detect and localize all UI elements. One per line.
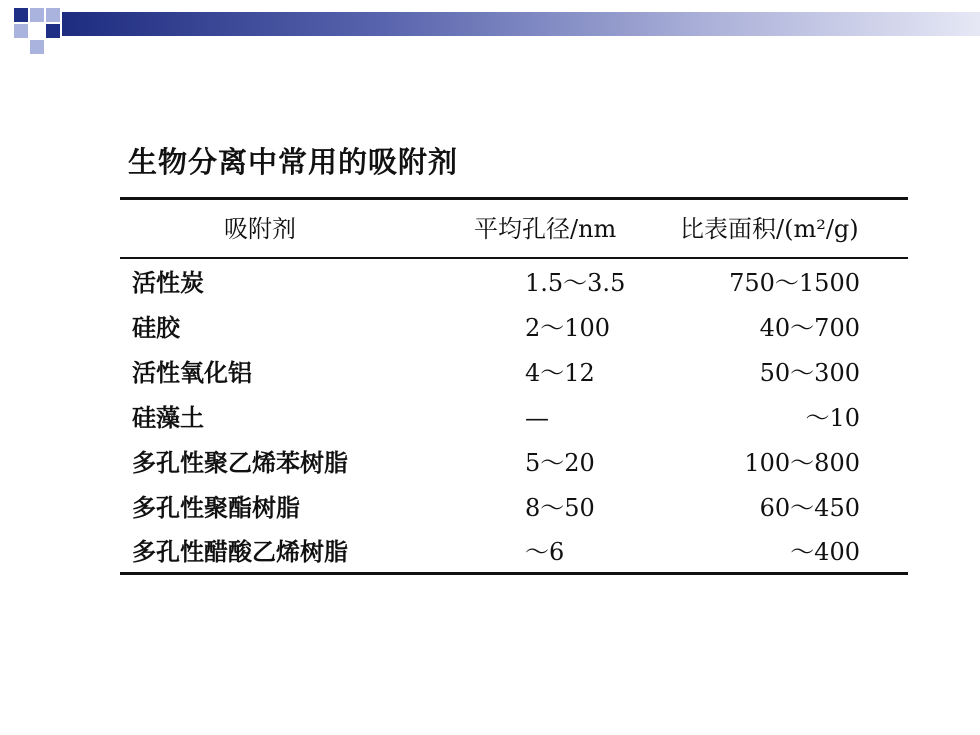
table-row: [120, 310, 908, 346]
table-header-row: [120, 208, 908, 250]
cell-pore-size: 4～12: [525, 359, 595, 387]
table-header-rule: [120, 257, 908, 259]
decor-square-icon: [30, 40, 44, 54]
header-adsorbent: 吸附剂: [224, 215, 296, 243]
cell-adsorbent: 多孔性聚乙烯苯树脂: [132, 449, 348, 477]
decor-square-icon: [46, 8, 60, 22]
cell-surface-area: 100～800: [744, 449, 860, 477]
table-row: [120, 355, 908, 391]
cell-pore-size: 8～50: [525, 494, 595, 522]
cell-surface-area: ～400: [790, 538, 860, 566]
header-surface-area: 比表面积/(m²/g): [680, 215, 859, 243]
table-row: [120, 265, 908, 301]
table-row: [120, 490, 908, 526]
decor-square-icon: [30, 8, 44, 22]
cell-pore-size: 5～20: [525, 449, 595, 477]
cell-surface-area: 40～700: [759, 314, 860, 342]
table-title: 生物分离中常用的吸附剂: [128, 145, 459, 179]
decor-square-icon: [14, 24, 28, 38]
cell-surface-area: 50～300: [759, 359, 860, 387]
cell-pore-size: —: [525, 404, 549, 432]
header-gradient-bar: [62, 12, 980, 36]
cell-adsorbent: 硅胶: [132, 314, 180, 342]
cell-pore-size: 1.5～3.5: [525, 269, 626, 297]
cell-pore-size: ～6: [525, 538, 565, 566]
table-row: [120, 534, 908, 570]
decor-square-icon: [14, 8, 28, 22]
cell-surface-area: ～10: [805, 404, 860, 432]
cell-surface-area: 60～450: [759, 494, 860, 522]
decor-square-icon: [46, 24, 60, 38]
table-top-rule: [120, 197, 908, 200]
cell-adsorbent: 硅藻土: [132, 404, 204, 432]
cell-adsorbent: 多孔性聚酯树脂: [132, 494, 300, 522]
cell-adsorbent: 活性氧化铝: [132, 359, 252, 387]
table-row: [120, 445, 908, 481]
table-bottom-rule: [120, 572, 908, 575]
header-pore-size: 平均孔径/nm: [474, 215, 617, 243]
cell-adsorbent: 活性炭: [132, 269, 204, 297]
cell-pore-size: 2～100: [525, 314, 611, 342]
table-row: [120, 400, 908, 436]
cell-surface-area: 750～1500: [729, 269, 860, 297]
cell-adsorbent: 多孔性醋酸乙烯树脂: [132, 538, 348, 566]
